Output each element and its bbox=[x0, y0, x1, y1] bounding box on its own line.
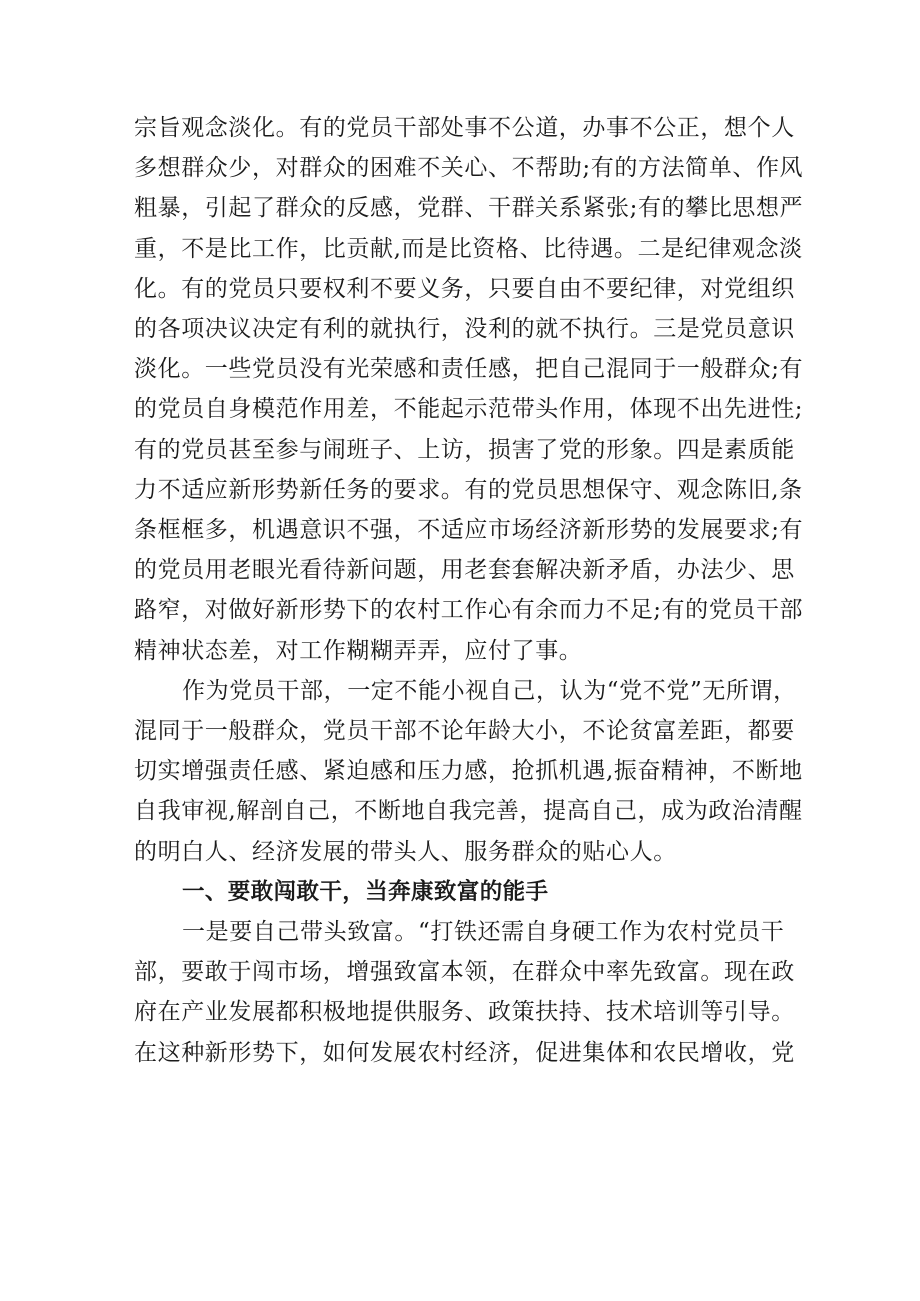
text-line: 多想群众少，对群众的困难不关心、不帮助;有的方法简单、作风 bbox=[134, 155, 804, 182]
text-line: 精神状态差，对工作糊糊弄弄，应付了事。 bbox=[134, 637, 583, 664]
text-line: 切实增强责任感、紧迫感和压力感，抢抓机遇,振奋精神，不断地 bbox=[134, 758, 803, 785]
text-line: 宗旨观念淡化。有的党员干部处事不公道，办事不公正，想个人 bbox=[134, 115, 795, 141]
section-heading: 一、要敢闯敢干，当奔康致富的能手 bbox=[182, 878, 549, 905]
text-line: 在这种新形势下，如何发展农村经济，促进集体和农民增收，党 bbox=[134, 1039, 795, 1066]
text-line: 淡化。一些党员没有光荣感和责任感，把自己混同于一般群众;有 bbox=[134, 356, 804, 383]
text-line: 一是要自己带头致富。“打铁还需自身硬工作为农村党员干 bbox=[182, 919, 785, 946]
document-body bbox=[134, 108, 804, 1073]
text-line: 的党员自身模范作用差，不能起示范带头作用，体现不出先进性; bbox=[134, 396, 804, 423]
text-line: 条框框多，机遇意识不强，不适应市场经济新形势的发展要求;有 bbox=[134, 517, 804, 544]
text-line: 路窄，对做好新形势下的农村工作心有余而力不足;有的党员干部 bbox=[134, 597, 804, 624]
text-line: 粗暴，引起了群众的反感，党群、干群关系紧张;有的攀比思想严 bbox=[134, 195, 804, 222]
paragraph-3 bbox=[134, 912, 795, 1073]
text-line: 自我审视,解剖自己，不断地自我完善，提高自己，成为政治清醒 bbox=[134, 798, 803, 825]
text-line: 府在产业发展都积极地提供服务、政策扶持、技术培训等引导。 bbox=[134, 999, 795, 1026]
text-line: 作为党员干部，一定不能小视自己，认为“党不党”无所谓， bbox=[182, 677, 797, 704]
text-line: 化。有的党员只要权利不要义务，只要自由不要纪律，对党组织 bbox=[134, 275, 795, 302]
paragraph-2 bbox=[134, 671, 803, 872]
text-line: 重，不是比工作，比贡献,而是比资格、比待遇。二是纪律观念淡 bbox=[134, 235, 803, 262]
text-line: 的各项决议决定有利的就执行，没利的就不执行。三是党员意识 bbox=[134, 316, 795, 343]
text-line: 的明白人、经济发展的带头人、服务群众的贴心人。 bbox=[134, 838, 677, 865]
text-line: 混同于一般群众，党员干部不论年龄大小，不论贫富差距，都要 bbox=[134, 718, 795, 745]
text-line: 的党员用老眼光看待新问题，用老套套解决新矛盾，办法少、思 bbox=[134, 557, 795, 584]
text-line: 部，要敢于闯市场，增强致富本领，在群众中率先致富。现在政 bbox=[134, 959, 795, 986]
paragraph-1 bbox=[134, 108, 804, 671]
text-line: 有的党员甚至参与闹班子、上访，损害了党的形象。四是素质能 bbox=[134, 436, 795, 463]
text-line: 力不适应新形势新任务的要求。有的党员思想保守、观念陈旧,条 bbox=[134, 476, 803, 503]
